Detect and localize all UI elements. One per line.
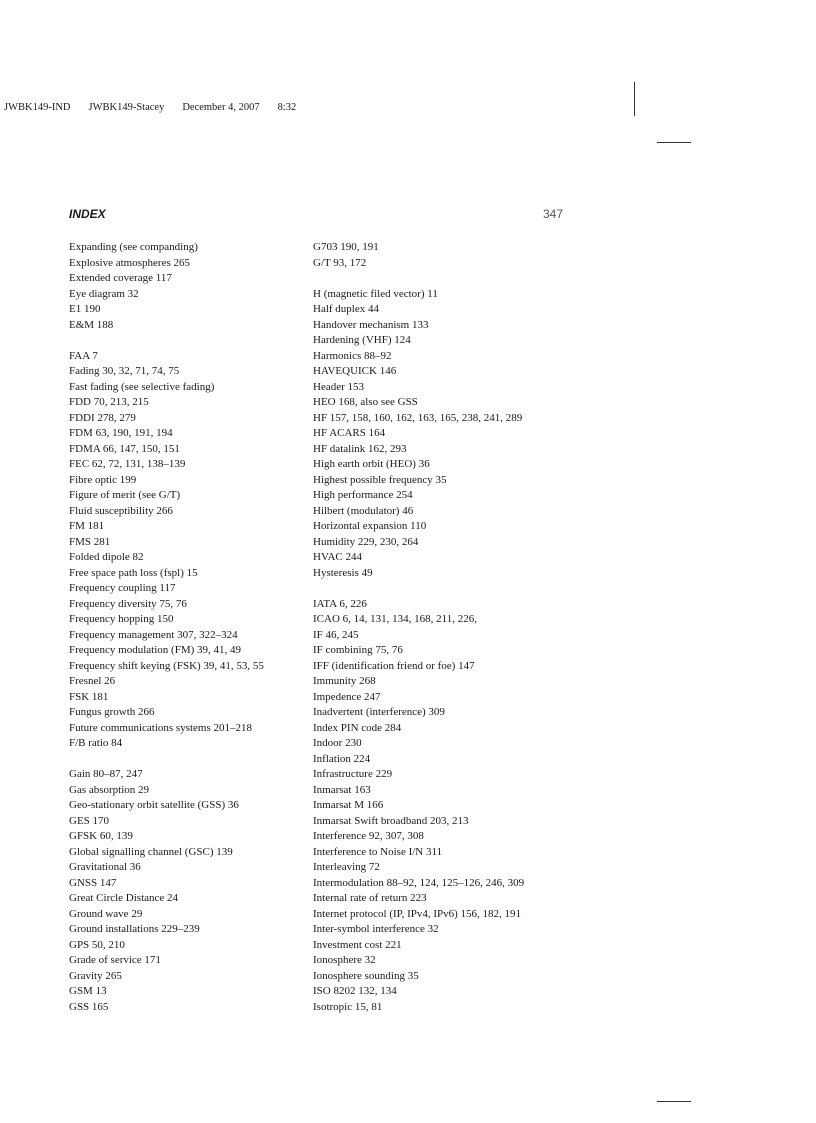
index-entry: Inmarsat M 166 [313,799,384,811]
index-entry: Free space path loss (fspl) 15 [69,566,198,579]
index-entry: ICAO 6, 14, 131, 134, 168, 211, 226, [313,613,477,625]
index-group-gap [313,581,553,597]
index-entry: IF combining 75, 76 [313,644,403,656]
index-entry: Intermodulation 88–92, 124, 125–126, 246, 309 [313,876,525,889]
index-entry: FM 181 [69,520,105,532]
index-entry: Gas absorption 29 [69,783,150,796]
index-entry: HVAC 244 [313,551,363,563]
index-entry: Inmarsat Swift broadband 203, 213 [313,814,469,827]
index-entry: Internet protocol (IP, IPv4, IPv6) 156, 182, 191 [313,907,522,920]
index-group-gap [313,271,553,287]
index-entry: Humidity 229, 230, 264 [313,535,419,548]
index-entry: HF ACARS 164 [313,427,386,439]
index-entry: E&M 188 [69,318,114,331]
index-entry: HF 157, 158, 160, 162, 163, 165, 238, 241, 289 [313,411,523,424]
index-entry: HAVEQUICK 146 [313,365,397,377]
index-entry: Hardening (VHF) 124 [313,334,411,346]
index-entry: Eye diagram 32 [69,287,139,300]
index-entry: Interference to Noise I/N 311 [313,845,443,858]
index-entry: IFF (identification friend or foe) 147 [313,659,475,672]
header-code: JWBK149-IND [4,102,71,113]
index-group-gap [69,752,309,768]
index-entry: IATA 6, 226 [313,597,367,610]
index-entry: Inflation 224 [313,752,371,765]
index-column-left [69,240,309,1015]
index-entry: Geo-stationary orbit satellite (GSS) 36 [69,799,239,811]
index-entry: Header 153 [313,380,365,393]
index-entry: FEC 62, 72, 131, 138–139 [69,458,186,470]
index-entry: F/B ratio 84 [69,737,123,749]
index-entry: GES 170 [69,814,110,827]
index-entry: Frequency diversity 75, 76 [69,597,187,610]
index-entry: Hilbert (modulator) 46 [313,504,414,517]
index-entry: Immunity 268 [313,675,376,687]
index-entry: Gravitational 36 [69,861,141,873]
index-entry: Frequency shift keying (FSK) 39, 41, 53, 55 [69,659,264,672]
index-entry: FAA 7 [69,349,98,362]
index-entry: FDM 63, 190, 191, 194 [69,427,173,439]
index-entry: High performance 254 [313,489,413,501]
index-entry: Infrastructure 229 [313,768,393,780]
index-entry: Expanding (see companding) [69,241,198,253]
index-entry: Indoor 230 [313,737,362,749]
index-entry: Frequency modulation (FM) 39, 41, 49 [69,644,242,656]
index-entry: FDDI 278, 279 [69,411,136,424]
crop-mark-bottom [657,1101,691,1102]
vertical-rule [634,82,635,116]
index-entry: High earth orbit (HEO) 36 [313,458,430,470]
index-entry: Ionosphere 32 [313,954,376,966]
index-entry: G703 190, 191 [313,241,379,253]
header-time: 8:32 [277,102,297,113]
index-entry: Gain 80–87, 247 [69,768,143,780]
index-entry: Great Circle Distance 24 [69,892,179,904]
index-entry: Gravity 265 [69,969,122,982]
index-entry: Explosive atmospheres 265 [69,256,190,269]
index-entry: Fibre optic 199 [69,473,137,486]
index-entry: Fading 30, 32, 71, 74, 75 [69,365,180,377]
index-entry: FDMA 66, 147, 150, 151 [69,442,180,455]
index-entry: GSM 13 [69,985,107,997]
index-entry: Global signalling channel (GSC) 139 [69,845,233,858]
index-group-gap [69,333,309,349]
index-entry: Impedence 247 [313,690,381,703]
index-entry: Future communications systems 201–218 [69,721,253,734]
index-entry: ISO 8202 132, 134 [313,985,397,997]
index-entry: Inter-symbol interference 32 [313,923,439,935]
index-entry: FDD 70, 213, 215 [69,396,149,408]
index-entry: Isotropic 15, 81 [313,1000,383,1013]
page-number: 347 [543,207,564,221]
index-entry: Folded dipole 82 [69,551,144,563]
index-entry: H (magnetic filed vector) 11 [313,287,438,300]
index-entry: Interleaving 72 [313,861,380,873]
index-entry: Highest possible frequency 35 [313,473,447,486]
crop-mark-top [657,142,691,143]
index-entry: E1 190 [69,303,101,315]
index-entry: HEO 168, also see GSS [313,396,418,408]
index-entry: Frequency hopping 150 [69,613,174,625]
index-entry: HF datalink 162, 293 [313,442,407,455]
header-book: JWBK149-Stacey [88,102,165,113]
index-entry: Inadvertent (interference) 309 [313,706,445,718]
index-entry: GFSK 60, 139 [69,830,133,842]
index-entry: Interference 92, 307, 308 [313,830,424,842]
index-entry: GNSS 147 [69,876,117,889]
index-entry: Internal rate of return 223 [313,892,427,904]
header-date: December 4, 2007 [182,102,260,113]
index-entry: Index PIN code 284 [313,721,402,734]
index-entry: GSS 165 [69,1000,109,1013]
index-entry: Investment cost 221 [313,938,402,951]
index-entry: Fast fading (see selective fading) [69,380,215,393]
index-entry: GPS 50, 210 [69,938,125,951]
index-entry: Figure of merit (see G/T) [69,489,181,501]
running-head [4,102,314,113]
index-entry: Extended coverage 117 [69,272,172,284]
index-entry: Frequency management 307, 322–324 [69,628,238,641]
index-entry: IF 46, 245 [313,628,359,641]
index-entry: G/T 93, 172 [313,256,367,269]
index-entry: Ionosphere sounding 35 [313,969,419,982]
index-entry: Harmonics 88–92 [313,349,392,362]
index-entry: Horizontal expansion 110 [313,520,427,532]
index-title: INDEX [69,207,106,221]
index-column-right [313,240,553,1015]
index-entry: Grade of service 171 [69,954,161,966]
index-entry: FMS 281 [69,535,111,548]
index-entry: Half duplex 44 [313,303,379,315]
index-entry: Ground wave 29 [69,907,143,920]
index-entry: Inmarsat 163 [313,783,371,796]
index-entry: Handover mechanism 133 [313,318,429,331]
index-entry: Frequency coupling 117 [69,582,176,594]
index-entry: Hysteresis 49 [313,566,373,579]
index-entry: FSK 181 [69,690,109,703]
index-entry: Fresnel 26 [69,675,116,687]
index-entry: Ground installations 229–239 [69,923,200,935]
index-entry: Fungus growth 266 [69,706,155,718]
index-entry: Fluid susceptibility 266 [69,504,173,517]
